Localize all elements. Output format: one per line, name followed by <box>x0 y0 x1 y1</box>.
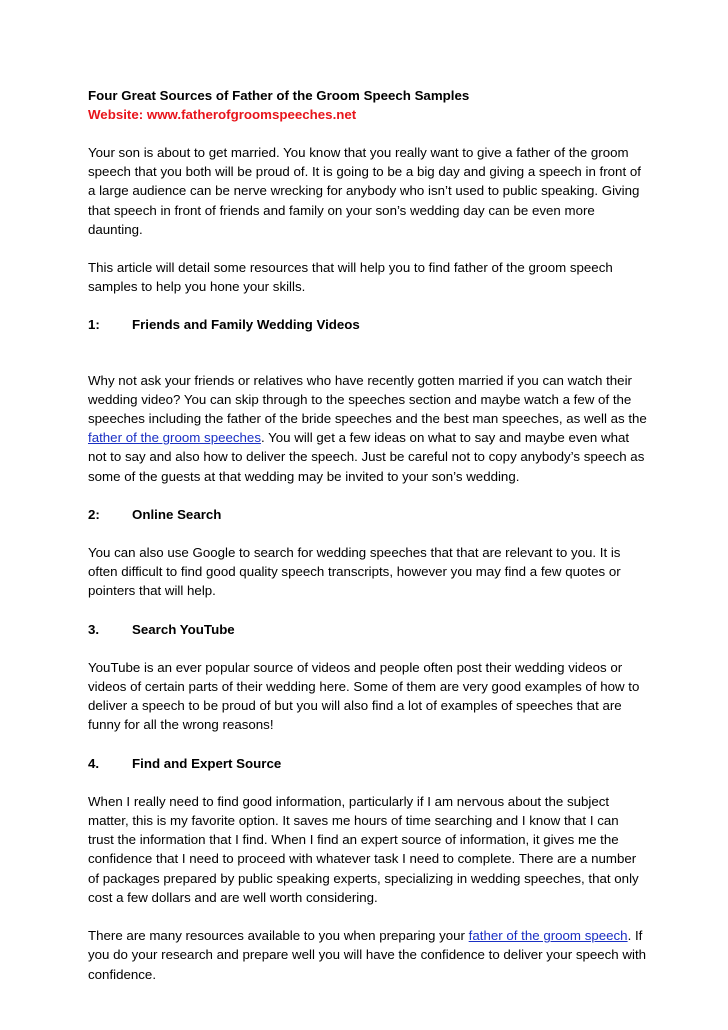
section-2-number: 2: <box>88 506 100 522</box>
document-page <box>88 86 648 984</box>
section-3-body: YouTube is an ever popular source of videos and people often post their wedding videos or videos of certain parts of their wedding here. Some of them are very good examples of how to deliver a speech to be proud of but you will also find a lot of examples of speeches that are funny for all the wrong reasons! <box>88 659 640 733</box>
intro-paragraph-1: Your son is about to get married. You know that you really want to give a father of the groom speech that you both will be proud of. It is going to be a big day and giving a speech in front of a large audience can be nerve wrecking for anybody who isn’t used to public speaking. Giving that speech in front of friends and family on your son’s wedding day can be even more daunting. <box>88 145 641 237</box>
section-4-body: When I really need to find good information, particularly if I am nervous about the subject matter, this is my favorite option. It saves me hours of time searching and I know that I can trust the information that I find. When I find an expert source of information, it gives me the confidence that I need to proceed with whatever task I need to complete. There are a number of packages prepared by public speaking experts, specializing in wedding speeches, that only cost a few dollars and are well worth considering. <box>88 793 639 905</box>
section-4-number: 4. <box>88 755 100 771</box>
document-title: Four Great Sources of Father of the Groom Speech Samples <box>88 88 470 103</box>
section-4-title: Find and Expert Source <box>132 755 282 771</box>
section-2-heading <box>88 505 648 524</box>
section-3-number: 3. <box>88 621 100 637</box>
closing-text-b: . If you do your research and prepare well you will have the confidence to deliver your speech with confidence. <box>88 928 647 982</box>
section-1-body-text-a: Why not ask your friends or relatives who have recently gotten married if you can watch their wedding video? You can skip through to the speeches section and maybe watch a few of the speeches including the father of the bride speeches and the best man speeches, as well as the <box>88 372 647 427</box>
section-1-body <box>88 371 648 486</box>
intro-paragraph-2: This article will detail some resources that will help you to find father of the groom speech samples to help you hone your skills. <box>88 260 613 295</box>
section-1-body-text-b: . You will get a few ideas on what to say and maybe even what not to say and also how to deliver the speech. Just be careful not to copy anybody’s speech as some of the guests at that wedding may be invited to your son’s wedding. <box>88 430 645 484</box>
father-of-the-groom-speeches-link[interactable]: father of the groom speeches <box>88 430 261 446</box>
section-1-heading <box>88 315 648 334</box>
section-2-body: You can also use Google to search for wedding speeches that that are relevant to you. It is often difficult to find good quality speech transcripts, however you may find a few quotes or pointers that will help. <box>88 545 621 599</box>
father-of-the-groom-speech-link[interactable]: father of the groom speech <box>468 928 628 944</box>
closing-paragraph <box>88 926 648 984</box>
closing-text-a: There are many resources available to you when preparing your <box>88 928 469 944</box>
section-3-title: Search YouTube <box>132 621 235 637</box>
section-1-number: 1: <box>88 317 100 333</box>
section-4-heading <box>88 754 648 773</box>
website-line: Website: www.fatherofgroomspeeches.net <box>88 107 357 122</box>
section-1-title: Friends and Family Wedding Videos <box>132 317 360 333</box>
section-3-heading <box>88 620 648 639</box>
section-2-title: Online Search <box>132 506 222 522</box>
